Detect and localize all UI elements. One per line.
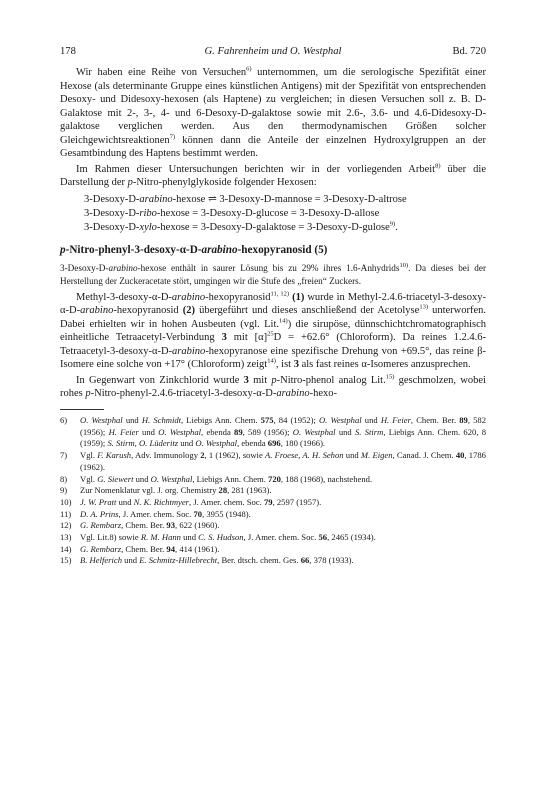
footnote-number: 8) <box>60 473 68 484</box>
running-title-authors: G. Fahrenheim und O. Westphal <box>204 46 342 57</box>
paragraph-zinc-chloride: In Gegenwart von Zinkchlorid wurde 3 mit p-Nitro-phenol analog Lit.$^{15)}$ geschmolzen, wobei rohes p-Nitro-phenyl-2.4.6-triacetyl-3-desoxy-α-D-arabino-hexo- <box>60 373 486 400</box>
footnote: 13) Vgl. Lit.8) sowie R. M. Hann und C. S. Hudson, J. Amer. chem. Soc. 56, 2465 (1934). <box>60 532 376 543</box>
ref-marker: 14) <box>279 317 288 325</box>
footnote: 6) O. Westphal und H. Schmidt, Liebigs Ann. Chem. 575, 84 (1952); O. Westphal und H. Feier, Chem. Ber. 89, 582 (1956); H. Feier und O. Westphal, ebenda 89, 589 (1956); O. Westphal und S. Stirm, Liebigs Ann. Chem. 620, 8 (1959); S. Stirm, O. Lüderitz und O. Westphal, ebenda 696, 180 (1966). <box>60 414 487 449</box>
compound-number: (2) <box>182 305 195 317</box>
footnote-number: 15) <box>60 555 72 566</box>
ref-marker: 9) <box>389 220 396 228</box>
compound-number: (1) <box>292 291 305 303</box>
footnote: 11) D. A. Prins, J. Amer. chem. Soc. 70, 3955 (1948). <box>60 508 251 519</box>
footnote-number: 9) <box>60 485 68 496</box>
paragraph-synthesis: Methyl-3-desoxy-α-D-arabino-hexopyranosid$^{11, 12)}$ (1) wurde in Methyl-2.4.6-triacetyl-3-desoxy-α-D-arabino-hexopyranosid (2) übergeführt und dieses anschließend der Acetolyse$^{13)}$ unterworfen. Dabei erhielten wir in hohen Ausbeuten (vgl. Lit.$^{14)}$) die sirupöse, dünnschichtchromatographisch einheitliche Tetraacetyl-Verbindung 3 mit $[\alpha]^{25}D = +62.6^\circ$ (Chloroform). Da reines 1.2.4.6-Tetraacetyl-3-desoxy-α-D-arabino-hexopyranose eine spezifische Drehung von +69.5°, das reine β-Isomere eine solche von +17° (Chloroform) zeigt$^{14)}$, ist 3 als fast reines α-Isomeres anzusprechen. <box>60 290 486 371</box>
footnote-divider <box>60 409 104 410</box>
footnote-number: 10) <box>60 496 72 507</box>
ref-marker: 7) <box>169 133 176 140</box>
small-print-note: 3-Desoxy-D-arabino-hexose enthält in saurer Lösung bis zu 29% ihres 1.6-Anhydrids$^{10)}$. Da dieses bei der Herstellung der Zuckeracetate stört, umgingen wir die Stufe des „freien“ Zuckers. <box>60 262 487 286</box>
paragraph-scope: Im Rahmen dieser Untersuchungen berichten wir in der vorliegenden Arbeit$^{8)}$ über die Darstellung der p-Nitro-phenylglykoside folgender Hexosen: <box>60 162 486 188</box>
ref-marker: 14) <box>267 357 276 365</box>
ref-marker: 11, 12) <box>270 290 290 298</box>
footnote-number: 13) <box>60 532 72 543</box>
equation-line: 3-Desoxy-D-arabino-hexose ⇌ 3-Desoxy-D-mannose = 3-Desoxy-D-altrose <box>84 193 407 205</box>
footnote-number: 6) <box>60 414 68 425</box>
footnote-number: 14) <box>60 543 72 554</box>
page-body <box>60 66 486 567</box>
ref-marker: 8) <box>435 162 441 169</box>
footnote-number: 7) <box>60 450 68 461</box>
footnote: 7) Vgl. F. Karush, Adv. Immunology 2, 1 (1962), sowie A. Froese, A. H. Sehon und M. Eigen, Canad. J. Chem. 40, 1786 (1962). <box>60 450 486 472</box>
ref-marker: 13) <box>419 303 428 311</box>
footnote: 8) Vgl. G. Siewert und O. Westphal, Liebigs Ann. Chem. 720, 188 (1968), nachstehend. <box>60 473 373 484</box>
footnote: 12) G. Rembarz, Chem. Ber. 93, 622 (1960). <box>60 520 220 531</box>
footnotes <box>60 415 486 567</box>
footnote: 10) J. W. Pratt und N. K. Richtmyer, J. Amer. chem. Soc. 79, 2597 (1957). <box>60 496 322 507</box>
hexose-equivalence-list <box>84 193 486 236</box>
ref-marker: 10) <box>399 262 409 270</box>
footnote: 14) G. Rembarz, Chem. Ber. 94, 414 (1961). <box>60 543 220 554</box>
footnote-number: 12) <box>60 520 72 531</box>
compound-number: 3 <box>293 359 299 371</box>
running-header <box>60 46 486 60</box>
footnote: 9) Zur Nomenklatur vgl. J. org. Chemistry 28, 281 (1963). <box>60 485 272 496</box>
paragraph-intro: Wir haben eine Reihe von Versuchen$^{6)}$ unternommen, um die serologische Spezifität einer Hexose (als determinante Gruppe eines künstlichen Antigens) mit der Spezifität von entsprechenden Desoxy- und Didesoxy-hexosen (als Haptene) zu vergleichen; in diesen Versuchen soll z. B. D-Galaktose mit 2-, 3-, 4- und 6-Desoxy-D-galaktose sowie mit 2.6-, 3.6- und 4.6-Didesoxy-D-galaktose verglichen werden. Aus den thermodynamischen Größen solcher Gleichgewichtsreaktionen$^{7)}$ können dann die Anteile der einzelnen Hydroxylgruppen an der Gesamtbindung des Haptens bestimmt werden. <box>60 65 486 159</box>
equation-line: 3-Desoxy-D-xylo-hexose = 3-Desoxy-D-galaktose = 3-Desoxy-D-gulose$^{9)}$. <box>84 220 398 234</box>
section-heading: p-Nitro-phenyl-3-desoxy-α-D-arabino-hexopyranosid (5) <box>60 244 328 257</box>
footnote: 15) B. Helferich und E. Schmitz-Hillebrecht, Ber. dtsch. chem. Ges. 66, 378 (1933). <box>60 555 354 566</box>
page-number: 178 <box>60 46 76 57</box>
ref-marker: 15) <box>385 373 395 381</box>
equation-line: 3-Desoxy-D-ribo-hexose = 3-Desoxy-D-glucose = 3-Desoxy-D-allose <box>84 207 380 219</box>
footnote-number: 11) <box>60 508 72 519</box>
compound-number: 3 <box>221 332 227 344</box>
ref-marker: 6) <box>246 65 252 73</box>
compound-number: 3 <box>243 374 249 386</box>
volume-number: Bd. 720 <box>452 46 486 57</box>
